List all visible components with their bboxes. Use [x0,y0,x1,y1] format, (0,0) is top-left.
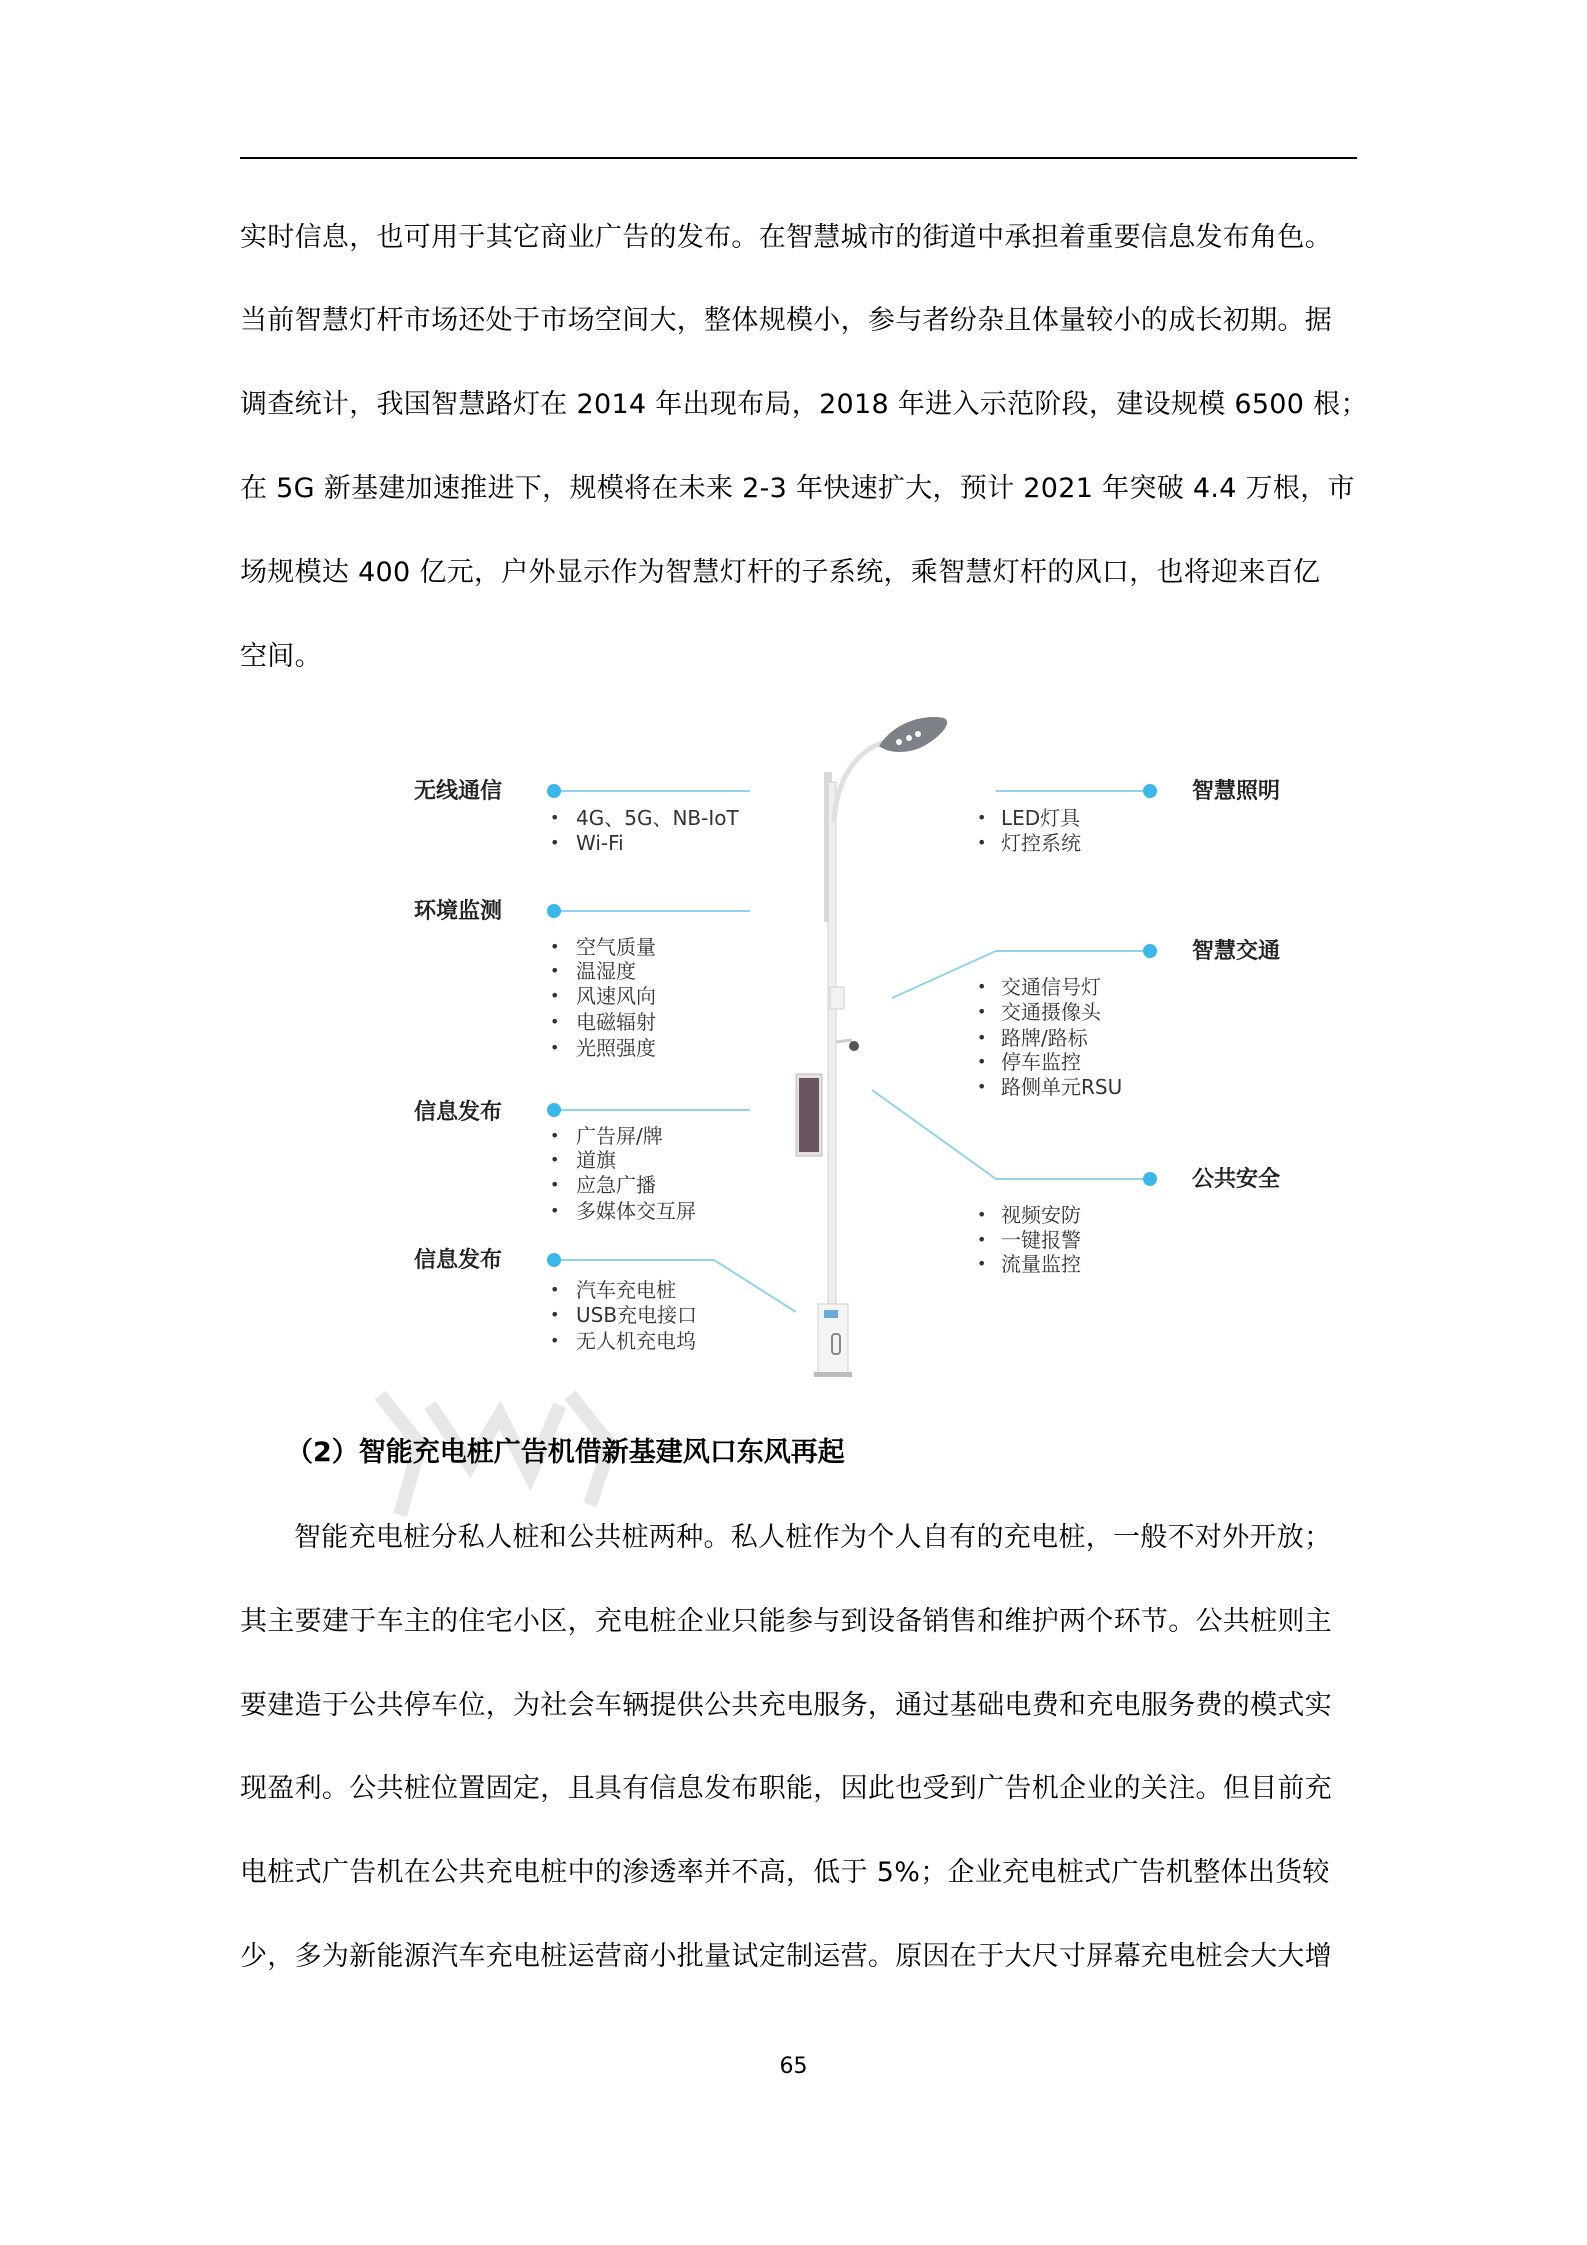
bullet: • [977,1002,987,1021]
paragraph-line: 现盈利。公共桩位置固定，且具有信息发布职能，因此也受到广告机企业的关注。但目前充 [240,1773,1332,1804]
bullet: • [550,937,560,956]
paragraph-line: 场规模达 400 亿元，户外显示作为智慧灯杆的子系统，乘智慧灯杆的风口，也将迎来百亿 [240,557,1321,588]
pole-diagram-graphic [404,712,1284,1380]
category-title-smart-traffic: 智慧交通 [1192,939,1281,964]
category-item: 汽车充电桩 [576,1278,676,1302]
category-title-environment: 环境监测 [414,899,503,924]
smart-pole-figure [404,712,1284,1380]
bullet: • [550,808,560,827]
bullet: • [977,1077,987,1096]
section-heading: （2）智能充电桩广告机借新基建风口东风再起 [286,1437,845,1468]
bullet: • [977,833,987,852]
bullet: • [550,1331,560,1350]
bullet: • [550,986,560,1005]
header-rule [240,157,1357,159]
bullet: • [550,1150,560,1169]
category-item: 一键报警 [1001,1228,1081,1252]
category-item: LED灯具 [1001,806,1081,830]
paragraph-line: 电桩式广告机在公共充电桩中的渗透率并不高，低于 5%；企业充电桩式广告机整体出货较 [240,1857,1330,1888]
category-item: USB充电接口 [576,1303,698,1327]
bullet: • [550,833,560,852]
category-item: 温湿度 [576,959,636,983]
category-title-public-safety: 公共安全 [1192,1167,1281,1192]
category-item: 停车监控 [1001,1050,1081,1074]
category-item: 4G、5G、NB-IoT [576,806,739,830]
page-number: 65 [779,2054,808,2079]
bullet: • [550,1012,560,1031]
category-item: 交通信号灯 [1001,975,1101,999]
bullet: • [550,1038,560,1057]
bullet: • [550,1280,560,1299]
category-item: 路牌/路标 [1001,1026,1088,1050]
bullet: • [550,961,560,980]
category-title-info-release: 信息发布 [414,1100,503,1125]
category-item: 广告屏/牌 [576,1124,663,1148]
bullet: • [977,977,987,996]
category-title-info-release-2: 信息发布 [414,1248,503,1273]
bullet: • [977,808,987,827]
paragraph-line: 智能充电桩分私人桩和公共桩两种。私人桩作为个人自有的充电桩，一般不对外开放； [294,1522,1332,1553]
category-title-smart-lighting: 智慧照明 [1192,779,1281,804]
category-item: 多媒体交互屏 [576,1199,696,1223]
paragraph-line: 在 5G 新基建加速推进下，规模将在未来 2-3 年快速扩大，预计 2021 年突破 4.4 万根，市 [240,473,1355,504]
paragraph-line: 实时信息，也可用于其它商业广告的发布。在智慧城市的街道中承担着重要信息发布角色。 [240,222,1332,253]
category-item: 风速风向 [576,984,656,1008]
bullet: • [550,1201,560,1220]
category-item: 交通摄像头 [1001,1000,1101,1024]
bullet: • [977,1028,987,1047]
category-item: 无人机充电坞 [576,1329,696,1353]
paragraph-line: 调查统计，我国智慧路灯在 2014 年出现布局，2018 年进入示范阶段，建设规模 6500 根； [240,389,1368,420]
paragraph-line: 空间。 [240,641,322,672]
bullet: • [550,1126,560,1145]
category-item: 道旗 [576,1148,616,1172]
bullet: • [977,1205,987,1224]
paragraph-line: 当前智慧灯杆市场还处于市场空间大，整体规模小，参与者纷杂且体量较小的成长初期。据 [240,305,1332,336]
category-item: 路侧单元RSU [1001,1075,1123,1099]
bullet: • [550,1305,560,1324]
bullet: • [977,1254,987,1273]
paragraph-line: 要建造于公共停车位，为社会车辆提供公共充电服务，通过基础电费和充电服务费的模式实 [240,1690,1332,1721]
paragraph-line: 少，多为新能源汽车充电桩运营商小批量试定制运营。原因在于大尺寸屏幕充电桩会大大增 [240,1941,1332,1972]
category-item: 空气质量 [576,935,656,959]
category-title-wireless: 无线通信 [414,779,503,804]
category-item: 视频安防 [1001,1203,1081,1227]
bullet: • [977,1230,987,1249]
category-item: Wi-Fi [576,831,624,855]
category-item: 电磁辐射 [576,1010,656,1034]
bullet: • [977,1052,987,1071]
category-item: 流量监控 [1001,1252,1081,1276]
paragraph-line: 其主要建于车主的住宅小区，充电桩企业只能参与到设备销售和维护两个环节。公共桩则主 [240,1606,1332,1637]
bullet: • [550,1175,560,1194]
category-item: 应急广播 [576,1173,656,1197]
category-item: 灯控系统 [1001,831,1081,855]
category-item: 光照强度 [576,1036,656,1060]
